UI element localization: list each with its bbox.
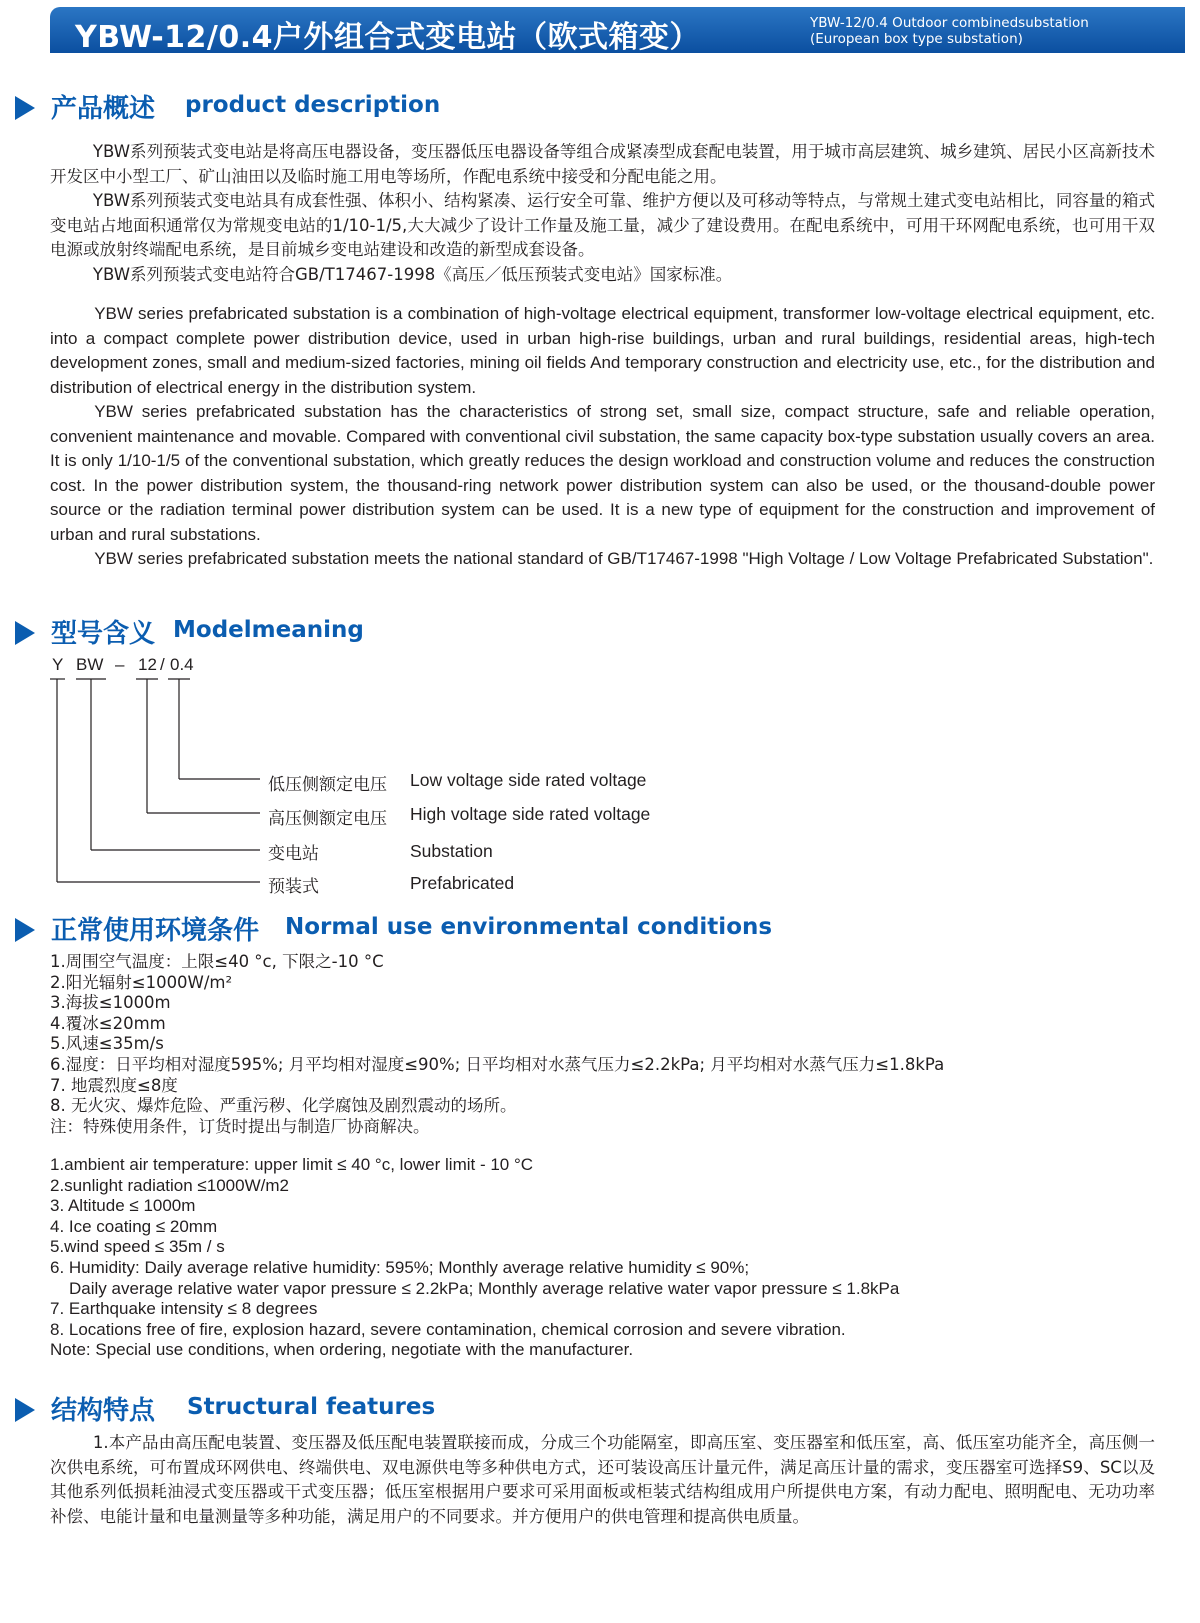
list-item: Note: Special use conditions, when ordering, negotiate with the manufacturer. [50,1340,634,1360]
triangle-bullet-icon [15,621,35,645]
list-item: 4.覆冰≤20mm [50,1013,166,1033]
section-title-en: Structural features [187,1394,436,1420]
list-item: 3.海拔≤1000m [50,993,171,1013]
subtitle-line-1: YBW-12/0.4 Outdoor combinedsubstation [810,15,1089,31]
model-code-04: 0.4 [170,655,194,674]
model-code-12: 12 [138,655,157,674]
model-code-slash: / [160,655,165,674]
list-item: 8. Locations free of fire, explosion hazard, severe contamination, chemical corrosion and severe vibration. [50,1319,846,1339]
page-subtitle [810,15,1089,47]
environment-list-en [50,1155,899,1361]
model-label-cn: 预装式 [268,877,319,897]
structure-text [50,1431,1155,1529]
list-item: 2.sunlight radiation ≤1000W/m2 [50,1175,289,1195]
section-title-cn: 正常使用环境条件 [51,916,260,946]
model-code-dash: – [115,655,125,674]
model-label-en: Low voltage side rated voltage [410,770,647,790]
title-banner [50,7,1185,53]
list-item: 8. 无火灾、爆炸危险、严重污秽、化学腐蚀及剧烈震动的场所。 [50,1096,517,1116]
list-item: 6.湿度：日平均相对湿度595%; 月平均相对湿度≤90%; 日平均相对水蒸气压力≤2.2kPa; 月平均相对水蒸气压力≤1.8kPa [50,1054,945,1074]
section-title-cn: 型号含义 [51,619,156,649]
model-label-cn: 高压侧额定电压 [268,809,387,829]
paragraph: 1.本产品由高压配电装置、变压器及低压配电装置联接而成，分成三个功能隔室，即高压室、变压器室和低压室，高、低压室功能齐全，高压侧一次供电系统，可布置成环网供电、终端供电、双电源供电等多种供电方式，还可装设高压计量元件，满足高压计量的需求，变压器室可选择S9、SC以及其他系列低损耗油浸式变压器或干式变压器；低压室根据用户要求可采用面板或柜装式结构组成用户所提供电方案，有动力配电、照明配电、无功功率补偿、电能计量和电量测量等多种功能，满足用户的不同要求。并方便用户的供电管理和提高供电质量。 [50,1433,1155,1526]
paragraph: YBW系列预装式变电站是将高压电器设备，变压器低压电器设备等组合成紧凑型成套配电装置，用于城市高层建筑、城乡建筑、居民小区高新技术开发区中小型工厂、矿山油田以及临时施工用电等场所，作配电系统中接受和分配电能之用。 [50,142,1155,186]
list-item: 1.周围空气温度：上限≤40 °c, 下限之-10 °C [50,952,384,971]
triangle-bullet-icon [15,1398,35,1422]
paragraph: YBW series prefabricated substation meets the national standard of GB/T17467-1998 "High Voltage / Low Voltage Prefabricated Substation". [94,549,1154,568]
paragraph: YBW series prefabricated substation is a combination of high-voltage electrical equipment, transformer low-voltage electrical equipment, etc. into a compact complete power distribution device, used in urban high-rise buildings, urban and rural buildings, residential areas, high-tech development zones, small and medium-sized factories, mining oil fields And temporary construction and electricity use, etc., for the distribution and distribution of electrical energy in the distribution system. [50,304,1155,397]
page-title: YBW-12/0.4户外组合式变电站（欧式箱变） [75,20,700,55]
model-label-cn: 变电站 [268,844,319,864]
model-diagram [50,655,750,900]
model-label-cn: 低压侧额定电压 [268,775,387,795]
list-item: 5.wind speed ≤ 35m / s [50,1237,225,1257]
section-title-en: Modelmeaning [173,617,364,643]
model-label-en: Prefabricated [410,873,515,893]
section-title-cn: 结构特点 [51,1396,156,1426]
list-item: Daily average relative water vapor pressure ≤ 2.2kPa; Monthly average relative water vapor pressure ≤ 1.8kPa [69,1278,900,1298]
model-code-bw: BW [76,655,104,674]
model-code-y: Y [52,655,64,674]
description-cn [50,140,1155,287]
description-en [50,302,1155,572]
list-item: 1.ambient air temperature: upper limit ≤ 40 °c, lower limit - 10 °C [50,1155,534,1174]
model-label-en: High voltage side rated voltage [410,804,651,824]
list-item: 注：特殊使用条件，订货时提出与制造厂协商解决。 [50,1116,430,1136]
list-item: 7. 地震烈度≤8度 [50,1075,178,1095]
triangle-bullet-icon [15,96,35,120]
list-item: 4. Ice coating ≤ 20mm [50,1216,218,1236]
list-item: 3. Altitude ≤ 1000m [50,1196,196,1216]
environment-list-cn [50,952,944,1137]
section-title-en: product description [185,92,441,118]
list-item: 5.风速≤35m/s [50,1034,164,1054]
subtitle-line-2: (European box type substation) [810,31,1023,47]
list-item: 6. Humidity: Daily average relative humidity: 595%; Monthly average relative humidity ≤ 90%; [50,1257,750,1277]
section-title-en: Normal use environmental conditions [285,914,773,940]
list-item: 2.阳光辐射≤1000W/m² [50,972,233,992]
paragraph: YBW系列预装式变电站具有成套性强、体积小、结构紧凑、运行安全可靠、维护方便以及可移动等特点，与常规土建式变电站相比，同容量的箱式变电站占地面积通常仅为常规变电站的1/10-1/5,大大减少了设计工作量及施工量，减少了建设费用。在配电系统中，可用干环网配电系统，也可用干双电源或放射终端配电系统，是目前城乡变电站建设和改造的新型成套设备。 [50,191,1155,259]
section-title-cn: 产品概述 [51,94,156,124]
paragraph: YBW series prefabricated substation has the characteristics of strong set, small size, compact structure, safe and reliable operation, convenient maintenance and movable. Compared with conventional civil substation, the same capacity box-type substation usually covers an area. It is only 1/10-1/5 of the conventional substation, which greatly reduces the design workload and construction volume and reduces the construction cost. In the power distribution system, the thousand-ring network power distribution system can also be used, or the thousand-double power source or the radiation terminal power distribution system can be used. It is a new type of equipment for the construction and improvement of urban and rural substations. [50,402,1155,544]
list-item: 7. Earthquake intensity ≤ 8 degrees [50,1299,318,1319]
paragraph: YBW系列预装式变电站符合GB/T17467-1998《高压／低压预装式变电站》国家标准。 [92,264,733,284]
model-label-en: Substation [410,841,493,861]
triangle-bullet-icon [15,918,35,942]
